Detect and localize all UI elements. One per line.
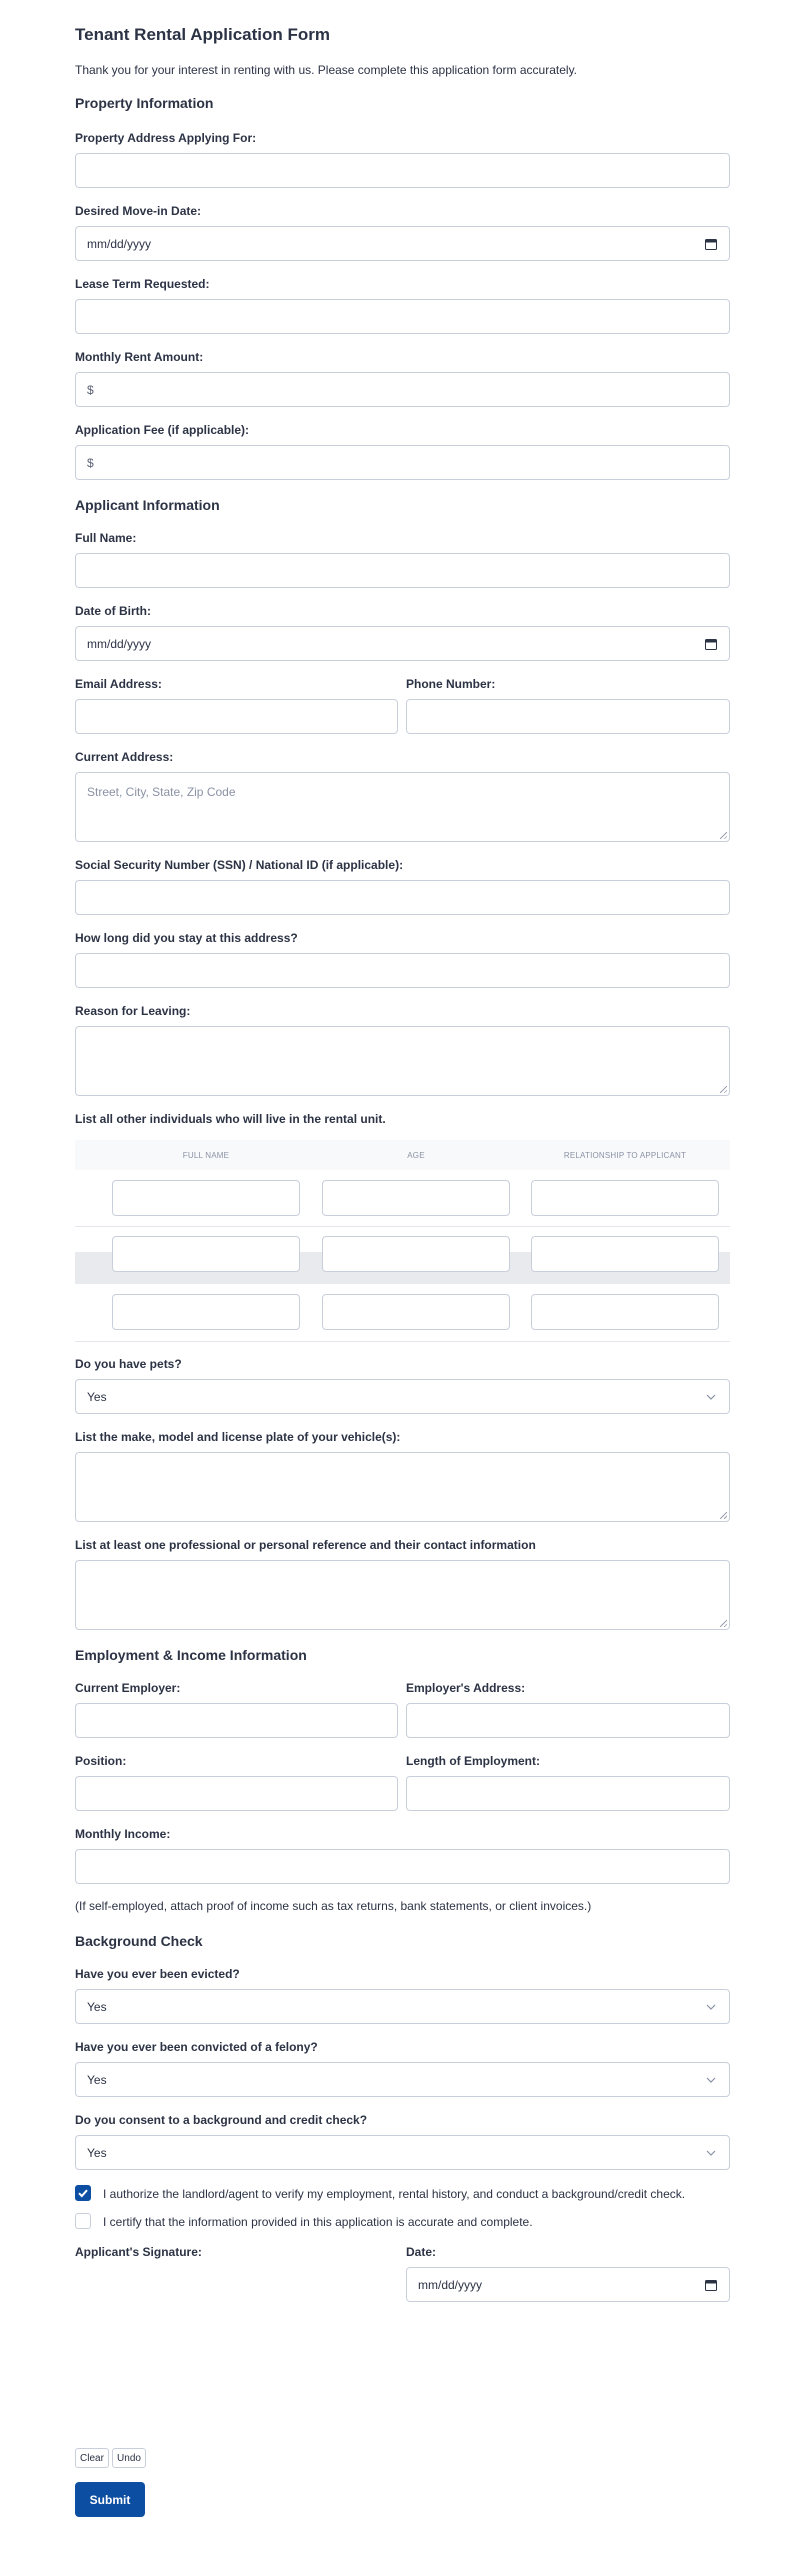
resize-handle[interactable] bbox=[720, 1620, 727, 1627]
property-address-input[interactable] bbox=[75, 153, 730, 188]
row-divider bbox=[75, 1226, 730, 1227]
occupant-1-age-input[interactable] bbox=[322, 1180, 510, 1216]
chevron-down-icon bbox=[706, 1393, 716, 1401]
currency-prefix: $ bbox=[87, 382, 94, 397]
ssn-input[interactable] bbox=[75, 880, 730, 915]
monthly-income-input[interactable] bbox=[75, 1849, 730, 1884]
chevron-down-icon bbox=[706, 2149, 716, 2157]
stay-duration-label: How long did you stay at this address? bbox=[75, 931, 298, 945]
employment-length-input[interactable] bbox=[406, 1776, 730, 1811]
section-property-heading: Property Information bbox=[75, 95, 214, 111]
application-fee-label: Application Fee (if applicable): bbox=[75, 423, 250, 437]
section-applicant-heading: Applicant Information bbox=[75, 497, 220, 513]
consent-selected-value: Yes bbox=[87, 2145, 107, 2160]
intro-text: Thank you for your interest in renting with us. Please complete this application form accurately. bbox=[75, 63, 578, 77]
occupant-2-age-input[interactable] bbox=[322, 1236, 510, 1272]
authorize-checkbox[interactable] bbox=[75, 2185, 91, 2201]
consent-label: Do you consent to a background and credit check? bbox=[75, 2113, 368, 2127]
employer-address-input[interactable] bbox=[406, 1703, 730, 1738]
property-address-label: Property Address Applying For: bbox=[75, 131, 257, 145]
consent-select[interactable] bbox=[75, 2135, 730, 2170]
current-address-placeholder: Street, City, State, Zip Code bbox=[87, 785, 236, 799]
phone-label: Phone Number: bbox=[406, 677, 496, 691]
resize-handle[interactable] bbox=[720, 832, 727, 839]
felony-selected-value: Yes bbox=[87, 2072, 107, 2087]
email-label: Email Address: bbox=[75, 677, 162, 691]
income-note: (If self-employed, attach proof of income such as tax returns, bank statements, or client invoices.) bbox=[75, 1899, 592, 1913]
occupant-3-age-input[interactable] bbox=[322, 1294, 510, 1330]
felony-select[interactable] bbox=[75, 2062, 730, 2097]
phone-input[interactable] bbox=[406, 699, 730, 734]
column-header: RELATIONSHIP TO APPLICANT bbox=[563, 1151, 687, 1160]
references-label: List at least one professional or personal reference and their contact information bbox=[75, 1538, 536, 1552]
row-divider bbox=[75, 1341, 730, 1342]
pets-selected-value: Yes bbox=[87, 1389, 107, 1404]
dob-input[interactable] bbox=[75, 626, 730, 661]
occupant-2-relationship-input[interactable] bbox=[531, 1236, 719, 1272]
reason-leaving-label: Reason for Leaving: bbox=[75, 1004, 191, 1018]
ssn-label: Social Security Number (SSN) / National ID (if applicable): bbox=[75, 858, 404, 872]
vehicles-textarea[interactable] bbox=[75, 1452, 730, 1522]
column-header: FULL NAME bbox=[182, 1151, 230, 1160]
employer-label: Current Employer: bbox=[75, 1681, 181, 1695]
chevron-down-icon bbox=[706, 2003, 716, 2011]
occupants-label: List all other individuals who will live in the rental unit. bbox=[75, 1112, 386, 1126]
employer-address-label: Employer's Address: bbox=[406, 1681, 526, 1695]
page-title: Tenant Rental Application Form bbox=[75, 25, 331, 44]
occupant-3-name-input[interactable] bbox=[112, 1294, 300, 1330]
resize-handle[interactable] bbox=[720, 1512, 727, 1519]
employment-length-label: Length of Employment: bbox=[406, 1754, 540, 1768]
signature-label: Applicant's Signature: bbox=[75, 2245, 202, 2259]
dob-placeholder: mm/dd/yyyy bbox=[87, 636, 152, 651]
evicted-label: Have you ever been evicted? bbox=[75, 1967, 240, 1981]
lease-term-label: Lease Term Requested: bbox=[75, 277, 210, 291]
monthly-income-label: Monthly Income: bbox=[75, 1827, 171, 1841]
submit-button[interactable]: Submit bbox=[75, 2482, 145, 2517]
current-address-textarea[interactable] bbox=[75, 772, 730, 842]
certify-checkbox[interactable] bbox=[75, 2213, 91, 2229]
certify-checkbox-label[interactable]: I certify that the information provided in this application is accurate and complete. bbox=[103, 2215, 533, 2229]
dob-label: Date of Birth: bbox=[75, 604, 151, 618]
chevron-down-icon bbox=[706, 2076, 716, 2084]
signature-date-input[interactable] bbox=[406, 2267, 730, 2302]
authorize-checkbox-label[interactable]: I authorize the landlord/agent to verify my employment, rental history, and conduct a background/credit check. bbox=[103, 2187, 686, 2201]
currency-prefix: $ bbox=[87, 455, 94, 470]
undo-signature-button[interactable]: Undo bbox=[112, 2448, 146, 2468]
pets-label: Do you have pets? bbox=[75, 1357, 182, 1371]
check-icon bbox=[75, 2185, 91, 2201]
evicted-selected-value: Yes bbox=[87, 1999, 107, 2014]
signature-date-placeholder: mm/dd/yyyy bbox=[418, 2277, 483, 2292]
occupant-1-relationship-input[interactable] bbox=[531, 1180, 719, 1216]
vehicles-label: List the make, model and license plate of your vehicle(s): bbox=[75, 1430, 401, 1444]
occupant-2-name-input[interactable] bbox=[112, 1236, 300, 1272]
position-label: Position: bbox=[75, 1754, 127, 1768]
stay-duration-input[interactable] bbox=[75, 953, 730, 988]
full-name-label: Full Name: bbox=[75, 531, 137, 545]
employer-input[interactable] bbox=[75, 1703, 398, 1738]
felony-label: Have you ever been convicted of a felony? bbox=[75, 2040, 318, 2054]
application-fee-input[interactable] bbox=[75, 445, 730, 480]
occupant-1-name-input[interactable] bbox=[112, 1180, 300, 1216]
signature-pad[interactable] bbox=[75, 2268, 395, 2438]
current-address-label: Current Address: bbox=[75, 750, 174, 764]
calendar-icon[interactable] bbox=[705, 638, 717, 650]
pets-select[interactable] bbox=[75, 1379, 730, 1414]
movein-date-label: Desired Move-in Date: bbox=[75, 204, 202, 218]
column-header: AGE bbox=[407, 1151, 425, 1160]
section-background-heading: Background Check bbox=[75, 1933, 203, 1949]
evicted-select[interactable] bbox=[75, 1989, 730, 2024]
calendar-icon[interactable] bbox=[705, 2279, 717, 2291]
references-textarea[interactable] bbox=[75, 1560, 730, 1630]
resize-handle[interactable] bbox=[720, 1086, 727, 1093]
movein-date-placeholder: mm/dd/yyyy bbox=[87, 236, 152, 251]
calendar-icon[interactable] bbox=[705, 238, 717, 250]
clear-signature-button[interactable]: Clear bbox=[75, 2448, 109, 2468]
lease-term-input[interactable] bbox=[75, 299, 730, 334]
section-employment-heading: Employment & Income Information bbox=[75, 1647, 307, 1663]
position-input[interactable] bbox=[75, 1776, 398, 1811]
date-label: Date: bbox=[406, 2245, 437, 2259]
monthly-rent-input[interactable] bbox=[75, 372, 730, 407]
monthly-rent-label: Monthly Rent Amount: bbox=[75, 350, 204, 364]
email-input[interactable] bbox=[75, 699, 398, 734]
movein-date-input[interactable] bbox=[75, 226, 730, 261]
occupants-table bbox=[75, 1140, 730, 1342]
occupant-3-relationship-input[interactable] bbox=[531, 1294, 719, 1330]
full-name-input[interactable] bbox=[75, 553, 730, 588]
reason-leaving-textarea[interactable] bbox=[75, 1026, 730, 1096]
